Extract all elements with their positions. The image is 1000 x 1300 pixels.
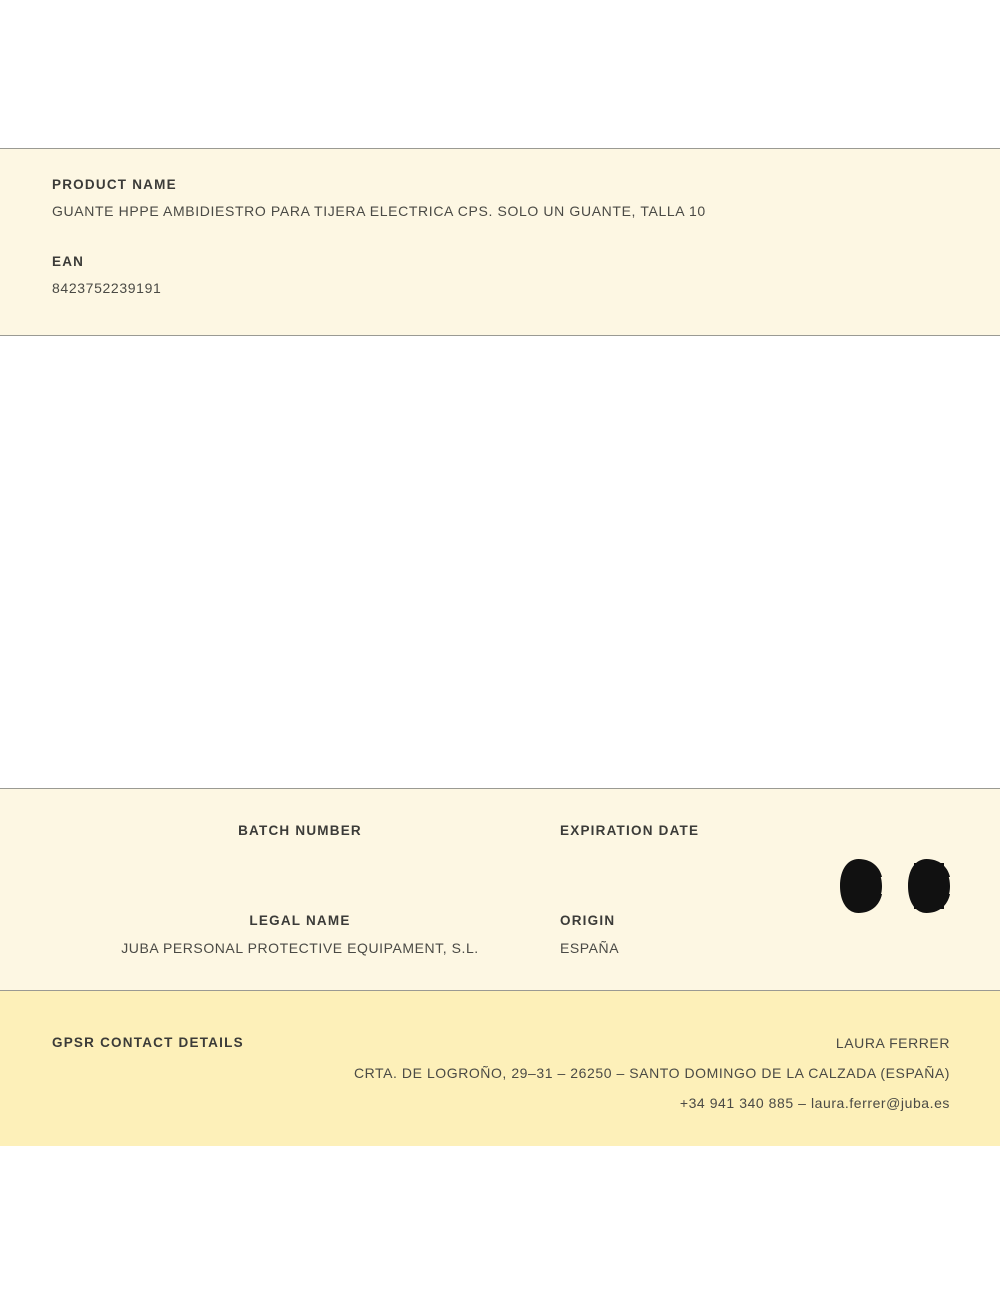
product-info-section bbox=[0, 148, 1000, 336]
batch-number-label: BATCH NUMBER bbox=[238, 823, 362, 838]
bottom-blank-area bbox=[0, 1146, 1000, 1300]
product-name-label: PRODUCT NAME bbox=[52, 177, 177, 192]
spacer bbox=[52, 219, 948, 254]
ce-marking-icon bbox=[840, 855, 950, 917]
ean-label: EAN bbox=[52, 254, 85, 269]
batch-number-field bbox=[100, 823, 500, 850]
origin-field bbox=[560, 913, 840, 956]
origin-value: ESPAÑA bbox=[560, 940, 620, 956]
gpsr-contact-values bbox=[354, 1035, 950, 1111]
expiration-date-label: EXPIRATION DATE bbox=[560, 823, 700, 838]
legal-name-field bbox=[100, 913, 500, 956]
origin-label: ORIGIN bbox=[560, 913, 616, 928]
expiration-date-field bbox=[560, 823, 840, 850]
ean-value: 8423752239191 bbox=[52, 280, 162, 296]
legal-name-value: JUBA PERSONAL PROTECTIVE EQUIPAMENT, S.L. bbox=[121, 940, 479, 956]
gpsr-contact-name: LAURA FERRER bbox=[835, 1035, 950, 1051]
product-details-section bbox=[0, 788, 1000, 991]
gpsr-contact-label: GPSR CONTACT DETAILS bbox=[52, 1035, 244, 1050]
gpsr-contact-phone-email: +34 941 340 885 – laura.ferrer@juba.es bbox=[679, 1095, 950, 1111]
product-name-value: GUANTE HPPE AMBIDIESTRO PARA TIJERA ELECTRICA CPS. SOLO UN GUANTE, TALLA 10 bbox=[52, 203, 706, 219]
blank-content-area bbox=[0, 336, 1000, 788]
legal-name-label: LEGAL NAME bbox=[249, 913, 351, 928]
gpsr-contact-address: CRTA. DE LOGROÑO, 29–31 – 26250 – SANTO DOMINGO DE LA CALZADA (ESPAÑA) bbox=[353, 1065, 950, 1081]
gpsr-contact-section bbox=[0, 991, 1000, 1146]
